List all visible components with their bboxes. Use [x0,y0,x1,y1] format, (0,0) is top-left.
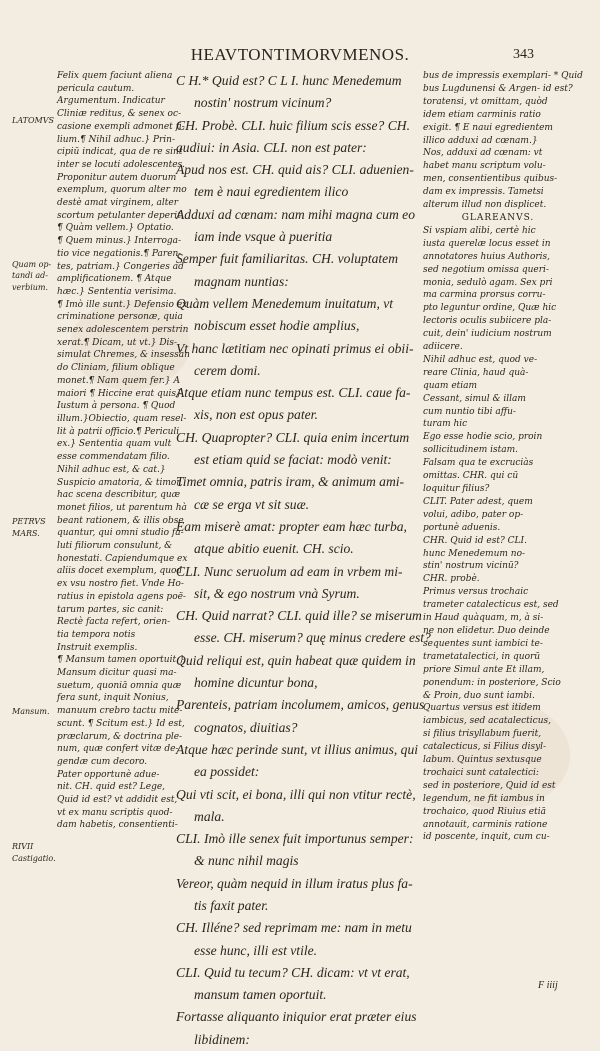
verse-line: Vt hanc lætitiam nec opinati primus ei obii- [176,340,414,356]
commentary-line: id poscente, inquit, cum cu- [423,832,550,843]
commentary-line: lit à patrii officio.¶ Periculi [57,426,180,437]
commentary-line: iambicus, sed acatalecticus, [423,716,551,727]
verse-line: Quàm vellem Menedemum inuitatum, vt [176,295,394,311]
commentary-line: exigit. ¶ E naui egredientem [423,122,553,133]
verse-line: Vereor, quàm nequid in illum iratus plus fa- [176,875,413,891]
margin-note: tandi ad- [12,271,48,280]
commentary-line: volui, adibo, pater op- [423,509,524,520]
margin-note: Mansum. [12,707,50,716]
commentary-line: gendæ cum decoro. [57,756,148,767]
commentary-line: sed negotium omissa queri- [423,264,549,275]
running-title: HEAVTONTIMORVMENOS. [190,45,410,64]
commentary-line: & Proin, duo sunt iambi. [423,690,535,701]
commentary-line: trameter catalecticus est, sed [423,600,559,611]
commentary-line: si filius trisyllabum fuerit, [423,729,542,740]
commentary-line: annotauit, carminis ratione [423,819,548,830]
verse-line: Quid reliqui est, quin habeat quæ quidem in [176,652,416,668]
margin-note: LATOMVS [12,116,54,125]
commentary-line: CHR. probè. [423,574,480,585]
commentary-line: sed in posteriore, Quid id est [423,780,556,791]
commentary-line: ¶ Mansum tamen oportuit.} [57,655,185,666]
commentary-line: alterum illud non displicet. [423,200,547,211]
commentary-line: aliis docet exemplum, quod [57,566,183,577]
verse-line: Fortasse aliquanto iniquior erat præter eius [176,1009,417,1025]
commentary-line: tes, patriam.} Congeries ad [57,261,184,272]
commentary-line: omittas. CHR. qui cū [423,471,519,482]
commentary-line: ex.} Sententia quam vult [57,439,172,450]
commentary-line: GLAREANVS. [461,212,535,223]
verse-line: Apud nos est. CH. quid ais? CLI. aduenien- [176,162,414,178]
commentary-line: hac scena describitur, quæ [57,490,181,501]
commentary-line: Argumentum. Indicatur [57,96,165,107]
verse-line: CH. Quapropter? CLI. quia enim incertum [176,429,410,445]
commentary-line: idem etiam carminis ratio [423,109,541,120]
commentary-line: Pater opportunè adue- [57,769,160,780]
commentary-line: bus de impressis exemplari- * Quid [423,71,583,81]
commentary-line: illum.}Obiectio, quam resel- [57,413,187,424]
commentary-line: in Haud quàquam, m, à si- [423,613,544,624]
verse-line: cæ se erga vt sit suæ. [194,496,310,512]
verse-line: Adduxi ad cœnam: nam mihi magna cum eo [176,206,415,222]
commentary-line: trametatalectici, in quorū [423,651,541,662]
commentary-line: simulat Chremes, & insessàn [57,350,190,361]
commentary-line: quantur, qui omni studio fa- [57,528,184,539]
commentary-line: destè amat virginem, alter [57,198,179,209]
verse-line: audiui: in Asia. CLI. non est pater: [176,139,367,155]
commentary-line: stin' nostrum vicinū? [423,561,519,572]
commentary-line: amplificationem. ¶ Atque [57,274,172,285]
commentary-line: monet filios, ut parentum hà [57,502,187,513]
commentary-line: Mansum dicitur quasi ma- [57,668,177,679]
commentary-line: quam etiam [423,380,478,391]
right-commentary-column [423,70,583,844]
verse-line: atque abitio euenit. CH. scio. [194,541,354,557]
margin-note: MARS. [12,529,40,538]
commentary-line: exemplum, quorum alter mo [57,185,187,196]
commentary-line: toratensi, vt omittam, quòd [423,96,548,107]
commentary-line: dam habetis, consentienti- [57,820,178,831]
commentary-line: manuum crebro tactu mite- [57,706,183,717]
commentary-line: illico adduxi ad cœnam.} [423,135,538,146]
verse-line: mala. [194,808,225,824]
commentary-line: bus Lugdunensi & Argen- id est? [423,83,573,94]
commentary-line: monia, sedulò agam. Sex pri [423,277,553,288]
commentary-line: catalecticus, si Filius disyl- [423,742,547,753]
commentary-line: Nos, adduxi ad cœnam: vt [423,148,543,159]
commentary-line: senex adolescentem perstrin [57,325,189,336]
commentary-line: honestati. Capiendumque ex [57,553,188,564]
commentary-line: cuit, dein' iudicium nostrum [423,329,552,340]
verse-line: Timet omnia, patris iram, & animum ami- [176,474,405,490]
commentary-line: ¶ Imò ille sunt.} Defensio ex [57,299,188,310]
verse-line: Atque etiam nunc tempus est. CLI. caue fa- [176,385,411,401]
verse-line: xis, non est opus pater. [194,407,318,423]
margin-note: RIVII [12,842,34,851]
commentary-line: tio vice negationis.¶ Paren- [57,248,182,259]
commentary-line: turam hic [423,419,468,430]
commentary-line: Primus versus trochaic [423,587,529,598]
commentary-line: Suspicio amatoria, & timor, [57,477,183,488]
margin-note: verbium. [12,283,49,292]
commentary-line: CLIT. Pater adest, quem [423,496,533,507]
commentary-line: hæc.} Sententia verisima. [57,286,177,297]
verse-line: nobiscum esset hodie amplius, [194,318,360,334]
main-text-column [176,70,431,1051]
commentary-line: Quartus versus est itidem [423,703,541,714]
commentary-line: suetum, quoniā omnia quæ [57,680,182,691]
verse-line: C H.* Quid est? C L I. hunc Menedemum [176,73,402,88]
signature-mark: F iiij [538,980,558,991]
commentary-line: Ego esse hodie scio, proin [423,432,543,443]
commentary-line: inter se locuti adolescentes. [57,159,186,170]
commentary-line: Falsam qua te excruciàs [423,458,534,469]
commentary-line: lectoris oculis subiicere pla- [423,316,552,327]
commentary-line: loquitur filius? [423,484,490,494]
commentary-line: pto leguntur ordine, Quæ hic [423,303,557,314]
commentary-line: cum nuntio tibi affu- [423,406,516,417]
verse-line: sit, & ego nostrum vnà Syrum. [194,585,360,601]
commentary-line: ¶ Quàm vellem.} Optatio. [57,223,174,234]
commentary-line: Quid id est? vt addidit est, [57,795,178,806]
commentary-line: beant rationem, & illis obse [57,515,184,526]
commentary-line: annotatores huius Authoris, [423,251,551,262]
verse-line: libidinem: [194,1031,250,1047]
commentary-line: scortum petulanter deperit. [57,210,184,221]
commentary-line: ¶ Quem minus.} Interroga- [57,236,182,247]
commentary-line: criminatione personæ, quia [57,312,183,323]
verse-line: esse. CH. miserum? quę minus credere est? [194,630,431,646]
commentary-line: præclarum, & doctrina ple- [57,731,183,742]
verse-line: CH. Probè. CLI. huic filium scis esse? CH. [176,117,410,133]
commentary-line: tarum partes, sic canit: [57,604,164,615]
verse-line: nostin' nostrum vicinum? [194,95,332,111]
commentary-line: adiicere. [423,342,463,353]
verse-line: CLI. Quid tu tecum? CH. dicam: vt vt erat, [176,964,410,980]
commentary-line: fera sunt, inquit Nonius, [57,693,169,704]
commentary-line: habet manu scriptum volu- [423,161,546,172]
verse-line: tem è naui egredientem ilico [194,184,349,200]
commentary-line: hunc Menedemum no- [423,548,526,559]
margin-note: Quam op- [12,260,52,269]
commentary-line: do Cliniam, filium oblique [57,363,175,374]
commentary-line: sollicitudinem istam. [423,445,519,456]
commentary-line: cipiū indicat, qua de re sint [57,147,183,158]
commentary-line: ponendum: in posteriore, Scio [423,677,561,688]
verse-line: tis faxit pater. [194,897,269,913]
commentary-line: monet.¶ Nam quem fer.} A [57,375,180,386]
commentary-line: maiori ¶ Hiccine erat quis} [57,388,182,399]
verse-line: est etiam quid se faciat: modò venit: [194,452,392,468]
commentary-line: trochaici sunt catalectici: [423,767,539,778]
verse-line: Atque hæc perinde sunt, vt illius animus, qui [176,741,419,757]
commentary-line: Iustum à persona. ¶ Quod [57,401,176,412]
verse-line: iam inde vsque à pueritia [194,229,333,245]
verse-line: & nunc nihil magis [194,853,299,869]
verse-line: ea possidet: [194,764,260,780]
commentary-line: Proponitur autem duorum [57,172,177,183]
commentary-line: CHR. Quid id est? CLI. [423,535,527,546]
verse-line: esse hunc, illi est vtile. [194,942,318,958]
verse-line: CH. Illéne? sed reprimam me: nam in metu [176,920,412,936]
verse-line: homine dicuntur bona, [194,675,318,691]
commentary-line: Cliniæ reditus, & senex oc- [57,109,182,120]
commentary-line: ratius in epistola agens poë- [57,591,186,602]
commentary-line: Cessant, simul & illam [423,393,526,404]
commentary-line: ne non elidetur. Duo deinde [423,625,550,636]
verse-line: mansum tamen oportuit. [194,987,327,1003]
commentary-line: men, consentientibus quibus- [423,174,558,185]
verse-line: Semper fuit familiaritas. CH. voluptatem [176,251,399,267]
commentary-line: trochaico, quod Riuius etiā [423,806,546,817]
page-number: 343 [513,47,534,62]
verse-line: cognatos, diuitias? [194,719,298,735]
verse-line: CH. Quid narrat? CLI. quid ille? se miserum [176,608,422,624]
commentary-line: xerat.¶ Dicam, ut vt.} Dis- [57,337,178,348]
commentary-line: esse commendatam filio. [57,452,170,463]
commentary-line: Nihil adhuc est, quod ve- [423,354,538,365]
commentary-line: Felix quem faciunt aliena [57,71,173,81]
commentary-line: ex vsu nostro fiet. Vnde Ho- [57,579,184,590]
commentary-line: labum. Quintus sextusque [423,755,542,766]
commentary-line: tia tempora notis [57,629,136,640]
verse-line: Parenteis, patriam incolumem, amicos, genus [176,697,425,713]
commentary-line: legendum, ne fit iambus in [423,793,545,804]
commentary-line: scunt. ¶ Scitum est.} Id est, [57,718,185,729]
verse-line: magnam nuntias: [194,273,289,289]
verse-line: CLI. Nunc seruolum ad eam in vrbem mi- [176,563,403,579]
commentary-line: Si vspiam alibi, certè hic [423,225,536,236]
verse-line: CLI. Imò ille senex fuit importunus semper: [176,831,414,847]
commentary-line: vt ex manu scriptis quod- [57,807,173,818]
commentary-line: sequentes sunt iambici te- [423,638,543,649]
commentary-line: dam ex impressis. Tametsi [423,187,544,198]
verse-line: Eam miserè amat: propter eam hæc turba, [176,518,407,534]
commentary-line: luti filiorum consulunt, & [57,541,173,552]
commentary-line: reare Clinia, haud quà- [423,367,529,378]
commentary-line: Instruit exemplis. [57,642,138,653]
verse-line: cerem domi. [194,362,261,378]
commentary-line: iusta querelæ locus esset in [423,238,551,249]
commentary-line: casione exempli admonet fi- [57,121,185,132]
commentary-line: pericula cautum. [57,83,135,94]
left-commentary-column [57,70,190,832]
commentary-line: ma carmina prorsus corru- [423,290,546,301]
commentary-line: portunè aduenis. [423,522,501,533]
commentary-line: priore Simul ante Et illam, [423,664,545,675]
commentary-line: lium.¶ Nihil adhuc.} Prin- [57,134,175,145]
commentary-line: Nihil adhuc est, & cat.} [57,464,166,475]
margin-note: Castigatio. [12,854,56,863]
commentary-line: Rectè facta refert, orien- [57,617,171,628]
margin-note: PETRVS [12,517,46,526]
commentary-line: num, quæ confert vitæ de- [57,744,179,755]
commentary-line: nit. CH. quid est? Lege, [57,782,166,793]
verse-line: Qui vti scit, ei bona, illi qui non vtitur rectè, [176,786,416,802]
